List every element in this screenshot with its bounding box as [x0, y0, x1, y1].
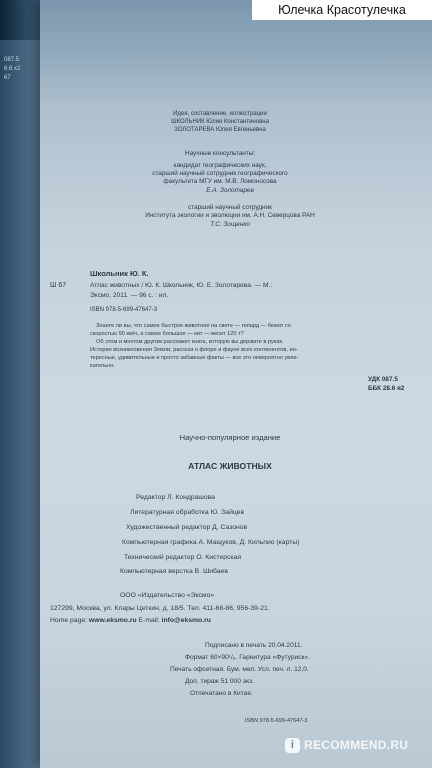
- author-watermark: Юлечка Красотулечка: [252, 0, 432, 20]
- book-page: [40, 0, 432, 768]
- credit-line: ЗОЛОТАРЕВА Юлия Евгеньевна: [174, 127, 266, 133]
- homepage-link[interactable]: www.eksmo.ru: [88, 617, 137, 624]
- annotation-line: кательно.: [90, 363, 115, 369]
- bottom-isbn: ISBN 978-5-699-47647-3: [245, 718, 308, 724]
- print-line: Доп. тираж 51 000 экз.: [185, 678, 254, 685]
- logo-text: RECOMMEND.RU: [304, 738, 409, 752]
- staff-line: Художественный редактор Д. Сазонов: [126, 524, 248, 531]
- staff-line: Редактор Л. Кондрашова: [136, 494, 215, 501]
- consultant-line: Института экологии и эволюции им. А.Н. Северцова РАН: [145, 212, 315, 219]
- edition-type: Научно-популярное издание: [179, 433, 281, 442]
- homepage-label: Home page:: [50, 617, 88, 624]
- staff-line: Литературная обработка Ю. Зайцев: [130, 509, 245, 516]
- publisher-name: ООО «Издательство «Эксмо»: [120, 592, 215, 599]
- catalog-author: Школьник Ю. К.: [90, 269, 149, 278]
- consultant-name: Т.С. Зощенко: [210, 221, 250, 228]
- catalog-code: Ш 67: [50, 282, 67, 289]
- spine-text: 67: [4, 75, 11, 81]
- email-label: E-mail:: [138, 617, 160, 624]
- publisher-contacts: [50, 617, 211, 625]
- credit-line: Идея, составление, иллюстрации: [173, 111, 267, 117]
- bbk-code: ББК 28.6 я2: [368, 385, 405, 392]
- catalog-isbn: ISBN 978-5-699-47647-3: [90, 307, 158, 313]
- recommend-logo-icon: i: [285, 738, 300, 753]
- book-title: АТЛАС ЖИВОТНЫХ: [188, 461, 272, 471]
- print-line: Формат 60×90¹/₈. Гарнитура «Футуриск».: [185, 654, 310, 661]
- staff-line: Компьютерная верстка В. Шибаев: [120, 568, 228, 575]
- catalog-line: Эксмо, 2011. — 96 с. : ил.: [90, 292, 169, 299]
- print-line: Печать офсетная. Бум. мел. Усл. печ. л. 12,0.: [170, 666, 309, 673]
- annotation-line: История возникновения Земли, рассказ о флоре и фауне всех континентов, ин-: [90, 347, 298, 353]
- staff-line: Технический редактор О. Кистерская: [124, 554, 242, 561]
- credit-line: ШКОЛЬНИК Юлия Константиновна: [171, 119, 269, 125]
- email-link[interactable]: info@eksmo.ru: [161, 617, 211, 624]
- staff-line: Компьютерная графика А. Мащуков, Д. Кильпио (карты): [122, 539, 300, 546]
- annotation-line: скоростью 90 км/ч, а самое большое — кит — весит 120 т?: [90, 331, 244, 337]
- consultant-line: кандидат географических наук,: [173, 162, 267, 169]
- consultants-title: Научные консультанты:: [184, 150, 256, 157]
- site-logo: [285, 736, 408, 754]
- consultant-line: старший научный сотрудник географического: [152, 170, 288, 177]
- print-line: Отпечатано в Китае.: [190, 690, 253, 697]
- previous-page-edge: [0, 40, 40, 768]
- publisher-address: 127299, Москва, ул. Клары Цеткин, д. 18/5. Тел. 411-68-86, 956-39-21.: [50, 605, 270, 612]
- print-line: Подписано в печать 20.04.2011.: [205, 642, 303, 649]
- udk-code: УДК 087.5: [368, 376, 398, 383]
- consultant-line: факультета МГУ им. М.В. Ломоносова: [163, 178, 277, 185]
- consultant-name: Е.А. Золотарев: [206, 187, 254, 194]
- consultant-line: старший научный сотрудник: [188, 204, 272, 211]
- annotation-line: Об этом и многом другом расскажет книга, которую вы держите в руках.: [96, 339, 284, 345]
- spine-text: 087.5: [4, 57, 20, 63]
- annotation-line: тересные, удивительные и просто забавные факты — все это невероятно увле-: [90, 355, 299, 361]
- spine-text: 6.6 x2: [4, 66, 21, 72]
- annotation-line: Знаете ли вы, что самое быстрое животное на свете — гепард — бежит со: [96, 323, 291, 329]
- catalog-line: Атлас животных / Ю. К. Школьник, Ю. Е. Золотарева. — М.:: [90, 282, 273, 289]
